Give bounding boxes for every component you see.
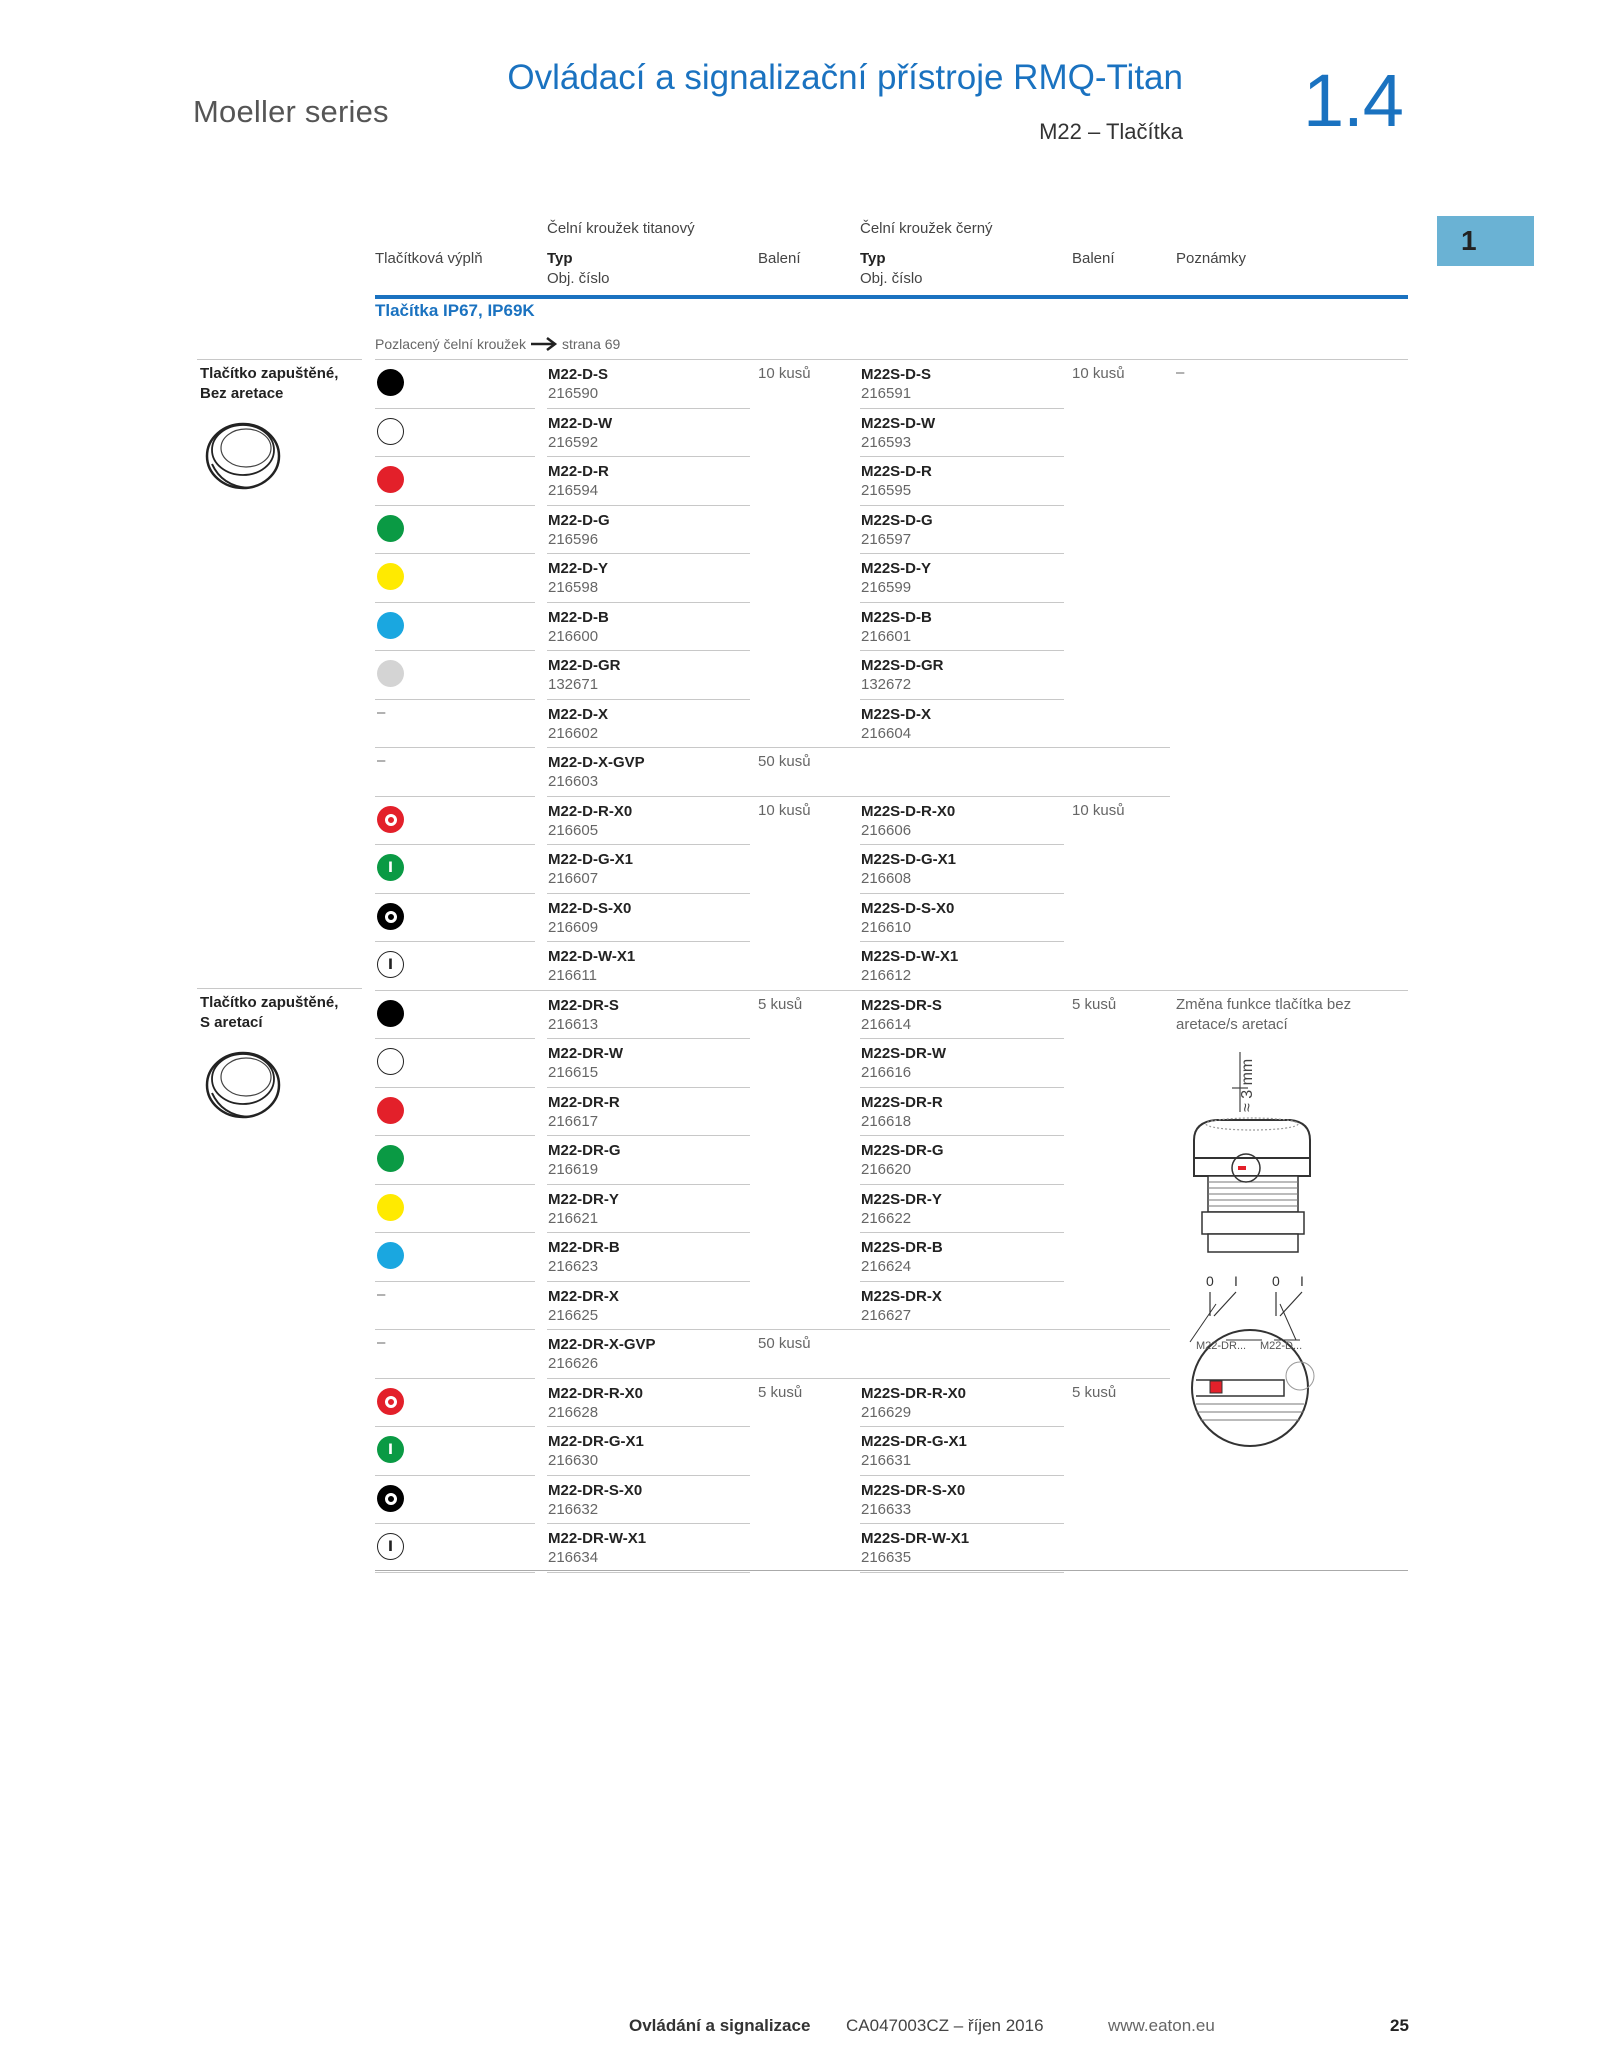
no-insert-dash: –	[377, 752, 386, 769]
white-fill-icon	[377, 1048, 404, 1075]
titan-packaging: 10 kusů	[758, 802, 811, 819]
titan-type: M22-DR-B	[548, 1239, 620, 1256]
black-order-number: 216599	[861, 579, 912, 596]
titan-packaging: 10 kusů	[758, 365, 811, 382]
titan-packaging: 50 kusů	[758, 753, 811, 770]
divider	[860, 1184, 1064, 1185]
titan-type: M22-D-R	[548, 463, 609, 480]
column-header-baleni-titan: Balení	[758, 250, 801, 267]
titan-type: M22-D-G	[548, 512, 610, 529]
black-packaging: 5 kusů	[1072, 1384, 1117, 1401]
black-type: M22S-D-W-X1	[861, 948, 959, 965]
divider	[860, 699, 1064, 700]
titan-order-number: 216609	[548, 919, 599, 936]
divider	[860, 1475, 1064, 1476]
black-order-number: 216616	[861, 1064, 912, 1081]
divider	[860, 1426, 1064, 1427]
divider	[375, 941, 535, 942]
divider	[375, 1475, 535, 1476]
divider	[547, 1523, 750, 1524]
titan-order-number: 216602	[548, 725, 599, 742]
divider	[860, 941, 1064, 942]
titan-order-number: 216623	[548, 1258, 599, 1275]
white-i-symbol-icon: I	[377, 951, 404, 978]
titan-type: M22-DR-G	[548, 1142, 621, 1159]
black-order-number: 216614	[861, 1016, 912, 1033]
titan-type: M22-DR-G-X1	[548, 1433, 644, 1450]
no-insert-dash: –	[377, 1286, 386, 1303]
group-header-titan: Čelní kroužek titanový	[547, 220, 695, 237]
titan-type: M22-D-R-X0	[548, 803, 633, 820]
divider	[547, 941, 750, 942]
divider	[860, 893, 1064, 894]
note-latching: Změna funkce tlačítka bez aretace/s aretací	[1176, 996, 1352, 1033]
black-order-number: 216604	[861, 725, 912, 742]
section-title: Tlačítka IP67, IP69K	[375, 301, 535, 320]
black-packaging: 5 kusů	[1072, 996, 1117, 1013]
column-header-typ-black: Typ	[860, 250, 886, 267]
black-type: M22S-DR-S-X0	[861, 1482, 966, 1499]
divider	[375, 699, 535, 700]
page-title: Ovládací a signalizační přístroje RMQ-Titan	[507, 58, 1183, 97]
footer-catalog: CA047003CZ – říjen 2016	[846, 2016, 1044, 2035]
red-o-symbol-icon	[377, 806, 404, 833]
black-type: M22S-D-Y	[861, 560, 932, 577]
titan-type: M22-D-B	[548, 609, 609, 626]
titan-order-number: 216590	[548, 385, 599, 402]
titan-order-number: 216619	[548, 1161, 599, 1178]
divider	[375, 1426, 535, 1427]
divider	[375, 408, 535, 409]
divider	[375, 1281, 535, 1282]
divider	[375, 1523, 535, 1524]
titan-order-number: 216626	[548, 1355, 599, 1372]
divider	[375, 747, 535, 748]
divider	[860, 553, 1064, 554]
black-order-number: 216633	[861, 1501, 912, 1518]
white-fill-icon	[377, 418, 404, 445]
black-type: M22S-DR-W	[861, 1045, 946, 1062]
page-subtitle: M22 – Tlačítka	[1039, 119, 1183, 144]
titan-order-number: 216594	[548, 482, 599, 499]
divider	[375, 359, 1408, 360]
titan-type: M22-D-W-X1	[548, 948, 636, 965]
divider	[547, 747, 1170, 748]
black-type: M22S-D-S-X0	[861, 900, 955, 917]
divider	[547, 505, 750, 506]
header-rule	[375, 295, 1408, 299]
column-header-fill: Tlačítková výplň	[375, 250, 483, 267]
titan-order-number: 216603	[548, 773, 599, 790]
titan-order-number: 216592	[548, 434, 599, 451]
page-number: 25	[1390, 2016, 1409, 2035]
titan-order-number: 216621	[548, 1210, 599, 1227]
black-type: M22S-DR-X	[861, 1288, 942, 1305]
divider	[860, 1572, 1064, 1573]
green-fill-icon	[377, 1145, 404, 1172]
black-type: M22S-D-R-X0	[861, 803, 956, 820]
black-type: M22S-DR-G	[861, 1142, 944, 1159]
column-header-obj-black: Obj. číslo	[860, 270, 923, 287]
table-bottom-rule	[375, 1570, 1408, 1571]
divider	[375, 893, 535, 894]
black-order-number: 216622	[861, 1210, 912, 1227]
black-fill-icon	[377, 369, 404, 396]
black-order-number: 216595	[861, 482, 912, 499]
divider	[375, 1232, 535, 1233]
black-type: M22S-DR-Y	[861, 1191, 942, 1208]
black-type: M22S-DR-W-X1	[861, 1530, 970, 1547]
titan-packaging: 50 kusů	[758, 1335, 811, 1352]
divider	[547, 1087, 750, 1088]
divider	[547, 893, 750, 894]
divider	[375, 1378, 535, 1379]
black-order-number: 216629	[861, 1404, 912, 1421]
divider	[860, 1038, 1064, 1039]
titan-order-number: 216630	[548, 1452, 599, 1469]
divider	[547, 1572, 750, 1573]
divider	[375, 796, 535, 797]
black-order-number: 216612	[861, 967, 912, 984]
titan-order-number: 216632	[548, 1501, 599, 1518]
group-label-no-latch: Tlačítko zapuštěné, Bez aretace	[200, 365, 339, 402]
titan-order-number: 216615	[548, 1064, 599, 1081]
green-i-symbol-icon: I	[377, 854, 404, 881]
yellow-fill-icon	[377, 1194, 404, 1221]
black-type: M22S-D-B	[861, 609, 932, 626]
black-type: M22S-DR-G-X1	[861, 1433, 967, 1450]
divider	[860, 456, 1064, 457]
position-label-0: 0	[1206, 1273, 1214, 1289]
titan-type: M22-DR-S-X0	[548, 1482, 643, 1499]
position-label-2: 0	[1272, 1273, 1280, 1289]
divider	[375, 456, 535, 457]
titan-order-number: 216596	[548, 531, 599, 548]
titan-order-number: 216628	[548, 1404, 599, 1421]
divider	[860, 1087, 1064, 1088]
black-order-number: 132672	[861, 676, 912, 693]
divider	[547, 796, 1170, 797]
divider	[197, 988, 362, 989]
divider	[860, 1135, 1064, 1136]
flush-pushbutton-image	[202, 412, 284, 494]
column-header-notes: Poznámky	[1176, 250, 1247, 267]
titan-type: M22-D-W	[548, 415, 613, 432]
divider	[860, 1232, 1064, 1233]
black-type: M22S-DR-R	[861, 1094, 943, 1111]
divider	[375, 1329, 535, 1330]
black-packaging: 10 kusů	[1072, 365, 1125, 382]
no-insert-dash: –	[377, 704, 386, 721]
divider	[547, 844, 750, 845]
divider	[547, 553, 750, 554]
black-type: M22S-DR-S	[861, 997, 942, 1014]
titan-type: M22-DR-X	[548, 1288, 619, 1305]
titan-type: M22-DR-X-GVP	[548, 1336, 656, 1353]
green-fill-icon	[377, 515, 404, 542]
note-no-latch: –	[1176, 364, 1185, 381]
column-header-typ-titan: Typ	[547, 250, 573, 267]
divider	[547, 1426, 750, 1427]
black-type: M22S-D-X	[861, 706, 932, 723]
titan-type: M22-D-X	[548, 706, 609, 723]
black-order-number: 216601	[861, 628, 912, 645]
divider	[547, 699, 750, 700]
black-type: M22S-D-G-X1	[861, 851, 957, 868]
divider	[860, 650, 1064, 651]
black-order-number: 216591	[861, 385, 912, 402]
black-order-number: 216635	[861, 1549, 912, 1566]
titan-order-number: 216605	[548, 822, 599, 839]
titan-type: M22-DR-W	[548, 1045, 623, 1062]
divider	[547, 408, 750, 409]
black-order-number: 216624	[861, 1258, 912, 1275]
titan-type: M22-DR-W-X1	[548, 1530, 647, 1547]
divider	[860, 1523, 1064, 1524]
section-number: 1.4	[1303, 59, 1403, 142]
arrow-right-icon	[530, 337, 558, 351]
divider	[375, 505, 535, 506]
black-fill-icon	[377, 1000, 404, 1027]
divider	[547, 1281, 750, 1282]
column-header-baleni-black: Balení	[1072, 250, 1115, 267]
footer-website[interactable]: www.eaton.eu	[1108, 2016, 1215, 2035]
divider	[197, 359, 362, 360]
position-label-3: I	[1300, 1273, 1304, 1289]
black-type: M22S-D-GR	[861, 657, 944, 674]
divider	[860, 1281, 1064, 1282]
red-o-symbol-icon	[377, 1388, 404, 1415]
divider	[860, 408, 1064, 409]
divider	[375, 1038, 535, 1039]
titan-type: M22-D-X-GVP	[548, 754, 645, 771]
black-type: M22S-DR-B	[861, 1239, 943, 1256]
divider	[547, 1475, 750, 1476]
divider	[375, 650, 535, 651]
divider	[375, 1572, 535, 1573]
divider	[860, 602, 1064, 603]
black-order-number: 216627	[861, 1307, 912, 1324]
divider	[375, 1087, 535, 1088]
black-type: M22S-D-G	[861, 512, 933, 529]
titan-packaging: 5 kusů	[758, 996, 803, 1013]
divider	[375, 844, 535, 845]
red-fill-icon	[377, 1097, 404, 1124]
titan-order-number: 216634	[548, 1549, 599, 1566]
titan-type: M22-DR-Y	[548, 1191, 619, 1208]
divider	[860, 844, 1064, 845]
black-o-symbol-icon	[377, 1485, 404, 1512]
titan-type: M22-D-S-X0	[548, 900, 632, 917]
titan-type: M22-D-Y	[548, 560, 609, 577]
divider	[860, 505, 1064, 506]
black-packaging: 10 kusů	[1072, 802, 1125, 819]
divider	[375, 990, 1408, 991]
black-order-number: 216606	[861, 822, 912, 839]
titan-order-number: 216617	[548, 1113, 599, 1130]
latch-change-diagram	[1186, 1050, 1326, 1260]
titan-order-number: 216613	[548, 1016, 599, 1033]
black-order-number: 216631	[861, 1452, 912, 1469]
gilt-ring-note	[375, 336, 620, 352]
titan-type: M22-DR-R	[548, 1094, 620, 1111]
divider	[547, 1378, 1170, 1379]
titan-type: M22-DR-R-X0	[548, 1385, 644, 1402]
flush-latching-pushbutton-image	[202, 1041, 284, 1123]
titan-order-number: 216598	[548, 579, 599, 596]
titan-type: M22-DR-S	[548, 997, 619, 1014]
divider	[375, 1135, 535, 1136]
footer-category: Ovládání a signalizace	[629, 2016, 811, 2035]
divider	[547, 1232, 750, 1233]
black-type: M22S-D-S	[861, 366, 932, 383]
divider	[375, 1184, 535, 1185]
chapter-tab: 1	[1437, 216, 1534, 266]
group-label-latching: Tlačítko zapuštěné, S aretací	[200, 994, 339, 1031]
red-fill-icon	[377, 466, 404, 493]
black-order-number: 216593	[861, 434, 912, 451]
divider	[547, 602, 750, 603]
divider	[547, 1329, 1170, 1330]
black-type: M22S-DR-R-X0	[861, 1385, 967, 1402]
dimension-label: ≈ 3 mm	[1239, 1058, 1256, 1112]
black-o-symbol-icon	[377, 903, 404, 930]
position-label-1: I	[1234, 1273, 1238, 1289]
divider	[547, 1184, 750, 1185]
titan-type: M22-D-G-X1	[548, 851, 634, 868]
gilt-ring-page-link[interactable]: strana 69	[561, 336, 621, 352]
latch-positions-detail	[1176, 1270, 1326, 1470]
no-insert-dash: –	[377, 1334, 386, 1351]
green-i-symbol-icon: I	[377, 1436, 404, 1463]
titan-order-number: 216600	[548, 628, 599, 645]
yellow-fill-icon	[377, 563, 404, 590]
blue-fill-icon	[377, 612, 404, 639]
black-type: M22S-D-R	[861, 463, 932, 480]
divider	[547, 1135, 750, 1136]
group-header-black: Čelní kroužek černý	[860, 220, 993, 237]
titan-order-number: 216607	[548, 870, 599, 887]
divider	[547, 1038, 750, 1039]
titan-order-number: 132671	[548, 676, 599, 693]
titan-type: M22-D-GR	[548, 657, 621, 674]
column-header-obj-titan: Obj. číslo	[547, 270, 610, 287]
detail-label-momentary: M22-D...	[1260, 1340, 1303, 1352]
grey-fill-icon	[377, 660, 404, 687]
series-name: Moeller series	[193, 94, 389, 129]
black-order-number: 216608	[861, 870, 912, 887]
black-order-number: 216620	[861, 1161, 912, 1178]
detail-label-latching: M22-DR...	[1196, 1340, 1247, 1352]
titan-type: M22-D-S	[548, 366, 609, 383]
black-order-number: 216610	[861, 919, 912, 936]
divider	[547, 456, 750, 457]
black-type: M22S-D-W	[861, 415, 936, 432]
white-i-symbol-icon: I	[377, 1533, 404, 1560]
divider	[547, 650, 750, 651]
divider	[375, 602, 535, 603]
titan-order-number: 216625	[548, 1307, 599, 1324]
black-order-number: 216597	[861, 531, 912, 548]
gilt-ring-text: Pozlacený čelní kroužek	[375, 336, 526, 352]
divider	[375, 553, 535, 554]
black-order-number: 216618	[861, 1113, 912, 1130]
titan-packaging: 5 kusů	[758, 1384, 803, 1401]
titan-order-number: 216611	[548, 967, 597, 984]
blue-fill-icon	[377, 1242, 404, 1269]
